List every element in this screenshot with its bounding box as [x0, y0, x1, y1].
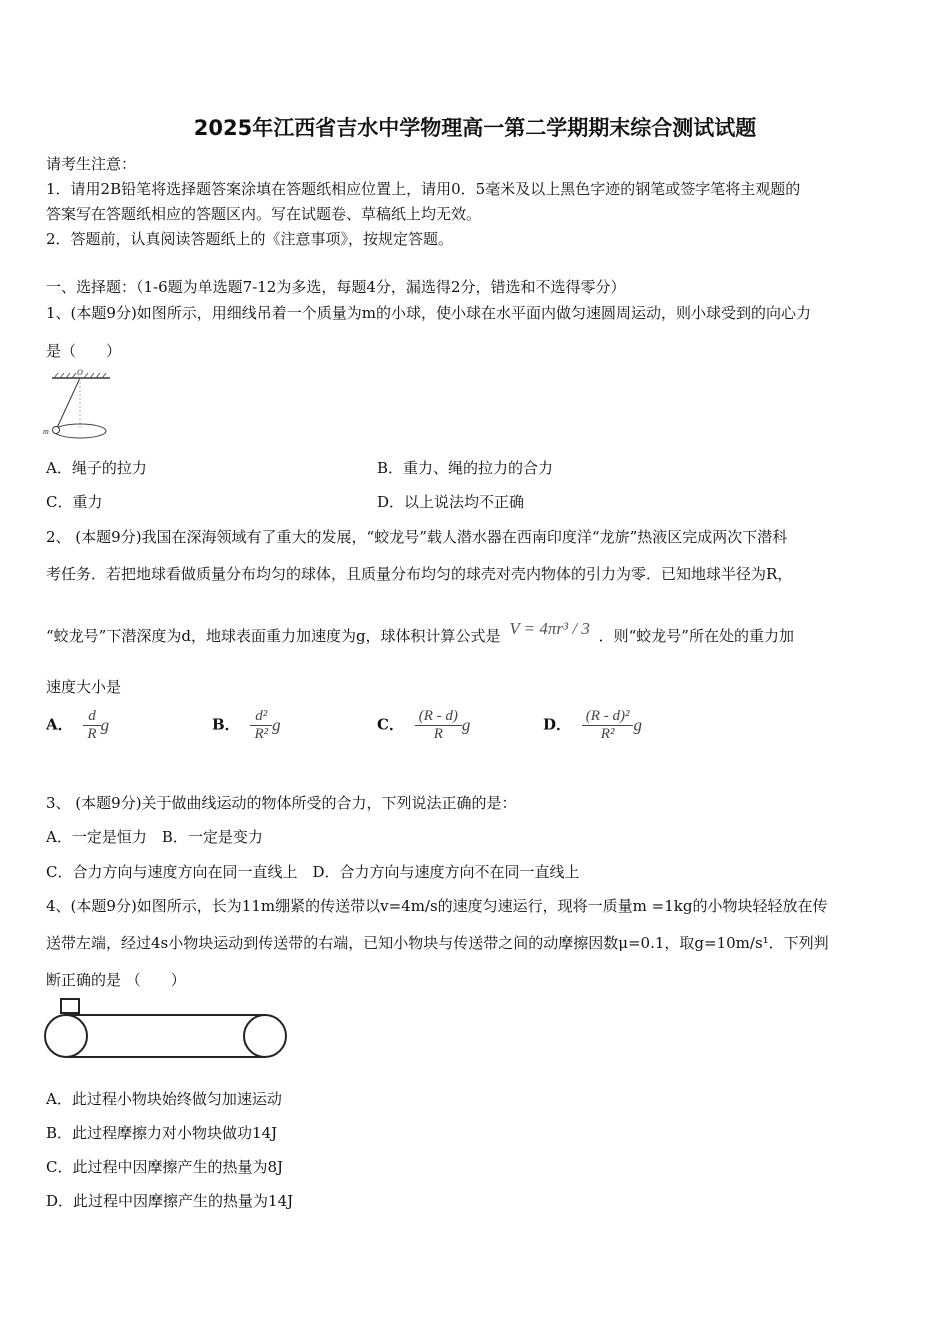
pendulum-figure: [40, 366, 120, 446]
q4-option-c: C．此过程中因摩擦产生的热量为8J: [46, 1158, 284, 1176]
q1-option-b: B．重力、绳的拉力的合力: [377, 459, 554, 477]
q2-option-d: [543, 708, 642, 743]
numerator: (R - d)²: [582, 708, 634, 726]
gravity-symbol: g: [100, 715, 110, 735]
q2-option-b-label: B．: [212, 715, 240, 734]
denominator: R²: [254, 726, 269, 742]
q2-option-d-label: D．: [543, 715, 572, 734]
section-heading: 一、选择题：（1-6题为单选题7-12为多选，每题4分，漏选得2分，错选和不选得零分）: [46, 278, 626, 296]
notice-line-2: 2．答题前，认真阅读答题纸上的《注意事项》，按规定答题。: [46, 230, 454, 248]
q1-option-c: C．重力: [46, 493, 103, 511]
notice-line-1a: 1．请用2B铅笔将选择题答案涂填在答题纸相应位置上，请用0．5毫米及以上黑色字迹的钢笔或签字笔将主观题的: [46, 180, 801, 198]
numerator: d²: [250, 708, 272, 726]
q2-stem-line3: [46, 619, 794, 646]
q2-option-c: [377, 708, 470, 743]
denominator: R: [433, 726, 443, 742]
sphere-volume-formula: V = 4πr³ / 3: [509, 619, 590, 638]
q2-stem-line4: 速度大小是: [46, 678, 122, 696]
q2-option-a-fraction: [83, 708, 100, 743]
q4-stem-line1: 4、(本题9分)如图所示，长为11m绷紧的传送带以v=4m/s的速度匀速运行，现将一质量m =1kg的小物块轻轻放在传: [46, 897, 828, 915]
page-title: 2025年江西省吉水中学物理高一第二学期期末综合测试试题: [193, 116, 757, 140]
conveyor-belt-figure: [40, 995, 295, 1063]
q2-stem-line3b: ．则“蛟龙号”所在处的重力加: [598, 627, 794, 645]
numerator: (R - d): [415, 708, 462, 726]
numerator: d: [83, 708, 100, 726]
gravity-symbol: g: [461, 715, 471, 735]
q4-option-a: A．此过程小物块始终做匀加速运动: [46, 1090, 282, 1108]
q2-option-a-label: A．: [46, 715, 73, 734]
string-line: [56, 378, 80, 430]
q3-options-ab: A．一定是恒力 B．一定是变力: [46, 828, 263, 846]
notice-line-1b: 答案写在答题纸相应的答题区内。写在试题卷、草稿纸上均无效。: [46, 205, 482, 223]
q1-stem-line2: 是（ ）: [46, 342, 122, 360]
q1-stem-line1: 1、(本题9分)如图所示，用细线吊着一个质量为m的小球，使小球在水平面内做匀速圆周运动，则小球受到的向心力: [46, 304, 812, 322]
denominator: R: [87, 726, 97, 742]
q4-stem-line3: 断正确的是 （ ）: [46, 971, 186, 989]
q2-option-c-fraction: [415, 708, 462, 743]
q2-option-a: [46, 708, 109, 743]
block: [61, 999, 79, 1013]
q1-option-a: A．绳子的拉力: [46, 459, 147, 477]
q2-option-c-label: C．: [377, 715, 404, 734]
gravity-symbol: g: [633, 715, 642, 735]
q2-stem-line1: 2、 (本题9分)我国在深海领域有了重大的发展，“蛟龙号”载人潜水器在西南印度洋“龙旂”热液区完成两次下潜科: [46, 528, 788, 546]
q2-option-b-fraction: [250, 708, 272, 743]
ball: [53, 427, 60, 434]
notice-heading: 请考生注意：: [46, 155, 137, 173]
q4-option-d: D．此过程中因摩擦产生的热量为14J: [46, 1192, 294, 1210]
q2-option-d-fraction: [582, 708, 634, 743]
gravity-symbol: g: [272, 715, 281, 735]
right-pulley: [244, 1015, 286, 1057]
q2-stem-line2: 考任务．若把地球看做质量分布均匀的球体，且质量分布均匀的球壳对壳内物体的引力为零．已知地球半径为R，: [46, 565, 793, 583]
mass-label: m: [43, 427, 49, 436]
denominator: R²: [600, 726, 615, 742]
q4-stem-line2: 送带左端，经过4s小物块运动到传送带的右端，已知小物块与传送带之间的动摩擦因数μ=0.1，取g=10m/s¹．下列判: [46, 934, 829, 952]
left-pulley: [45, 1015, 87, 1057]
q2-option-b: [212, 708, 281, 743]
q2-stem-line3a: “蛟龙号”下潜深度为d，地球表面重力加速度为g，球体积计算公式是: [46, 627, 501, 645]
pivot-label: O: [77, 368, 83, 377]
q3-stem: 3、 (本题9分)关于做曲线运动的物体所受的合力，下列说法正确的是：: [46, 794, 517, 812]
q3-options-cd: C．合力方向与速度方向在同一直线上 D．合力方向与速度方向不在同一直线上: [46, 863, 580, 881]
q1-option-d: D．以上说法均不正确: [377, 493, 525, 511]
q4-option-b: B．此过程摩擦力对小物块做功14J: [46, 1124, 278, 1142]
